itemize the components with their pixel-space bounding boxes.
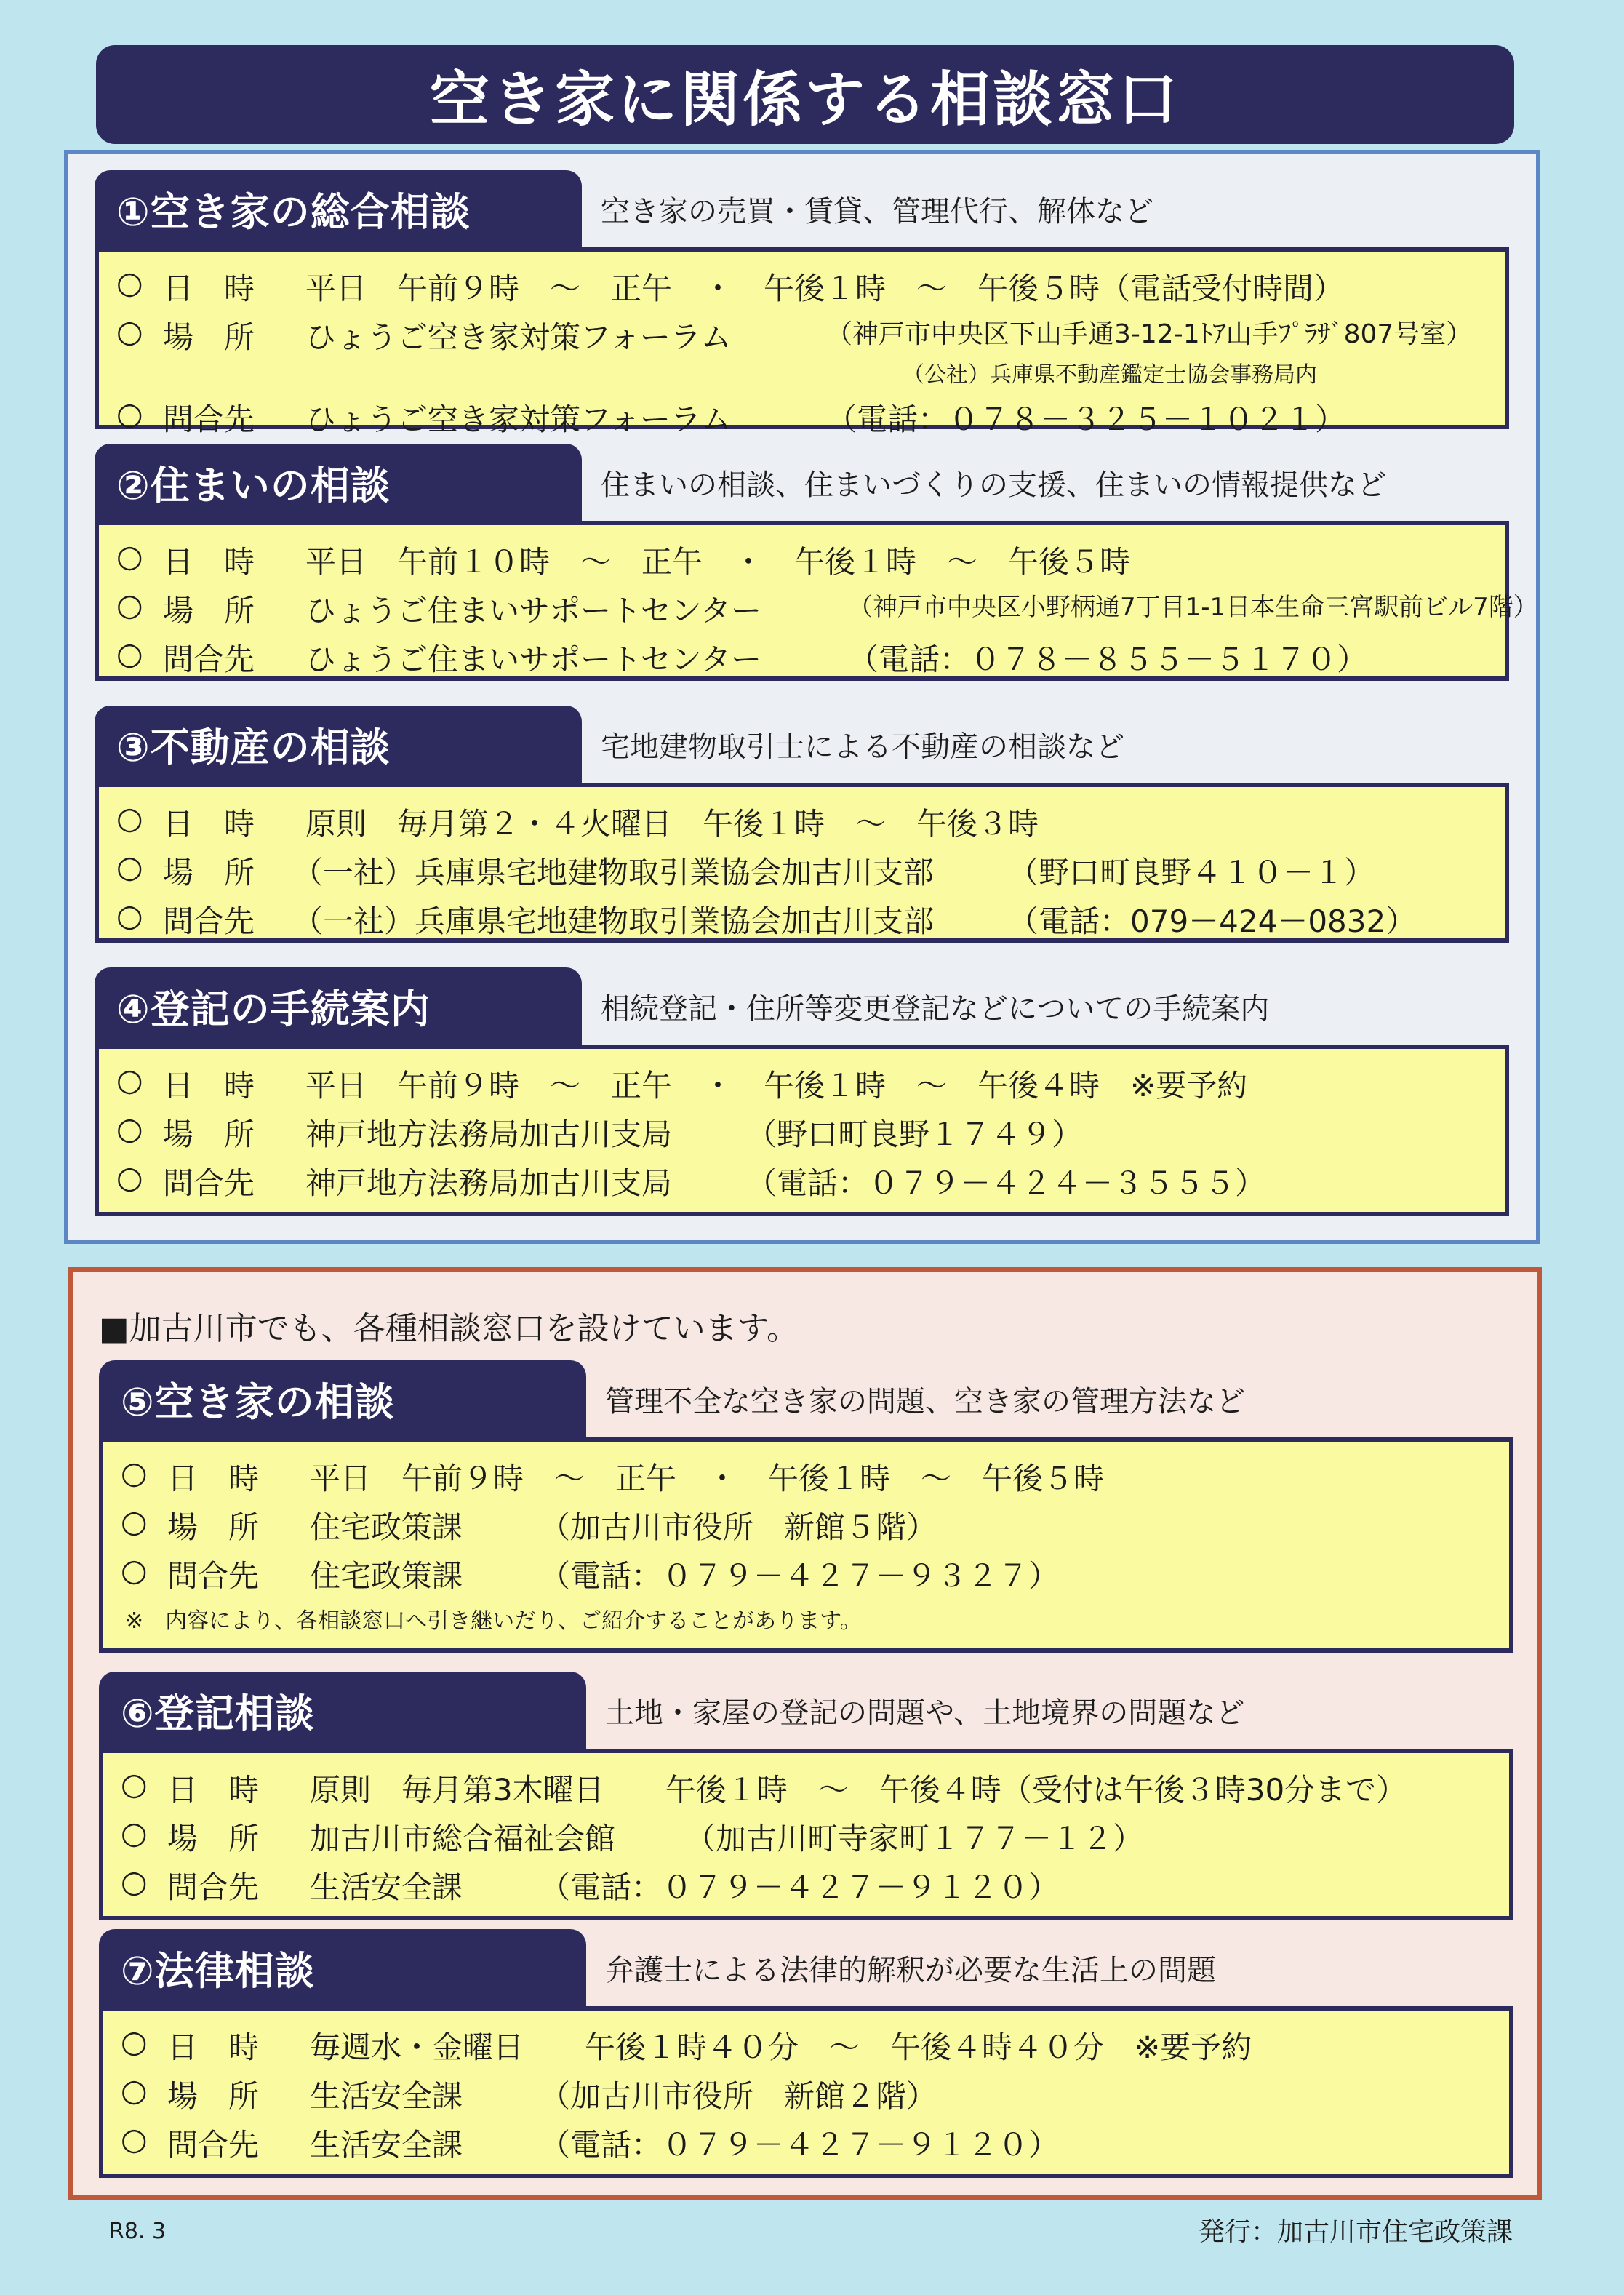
row-value: 住宅政策課 — [310, 1509, 463, 1545]
section-6-box — [99, 1749, 1513, 1920]
circle-icon: ○ — [121, 1455, 148, 1490]
section-3-tab — [95, 706, 582, 783]
issue-date: R8. 3 — [109, 2219, 167, 2244]
row-label: 日 時 — [163, 271, 255, 306]
row-label: 日 時 — [167, 1461, 260, 1496]
section-5 — [99, 1360, 1513, 1653]
circle-icon: ○ — [121, 1864, 148, 1899]
row-value: 原則 毎月第２・４火曜日 午後１時 ～ 午後３時 — [305, 806, 1039, 842]
row-place — [103, 1809, 1509, 1858]
row-label: 問合先 — [167, 2127, 260, 2163]
section-6-heading: ⑥登記相談 — [121, 1690, 315, 1736]
section-7 — [99, 1929, 1513, 2178]
row-extra: （電話：０７９－４２７－９１２０） — [540, 1869, 1060, 1905]
row-label: 場 所 — [163, 1117, 255, 1152]
publisher: 発行：加古川市住宅政策課 — [1199, 2217, 1513, 2247]
row-extra: （加古川市役所 新館５階） — [540, 1509, 937, 1545]
circle-icon: ○ — [121, 1815, 148, 1851]
circle-icon: ○ — [121, 2024, 148, 2059]
general-consultation-panel — [64, 150, 1540, 1244]
row-label: 場 所 — [163, 855, 255, 890]
row-value: 住宅政策課 — [310, 1558, 463, 1594]
circle-icon: ○ — [116, 1111, 143, 1146]
row-contact — [99, 892, 1505, 941]
section-5-description: 管理不全な空き家の問題、空き家の管理方法など — [605, 1384, 1245, 1418]
row-place — [103, 2067, 1509, 2115]
row-value: 生活安全課 — [310, 2078, 463, 2114]
section-6 — [99, 1672, 1513, 1920]
row-date — [99, 532, 1505, 581]
section-5-box — [99, 1437, 1513, 1653]
circle-icon: ○ — [116, 898, 143, 933]
section-2-description: 住まいの相談、住まいづくりの支援、住まいの情報提供など — [601, 468, 1386, 502]
row-extra: （電話：079－424－0832） — [1008, 903, 1417, 939]
circle-icon: ○ — [121, 1552, 148, 1588]
section-7-box — [99, 2006, 1513, 2178]
circle-icon: ○ — [121, 2121, 148, 2157]
circle-icon: ○ — [121, 2072, 148, 2108]
circle-icon: ○ — [116, 314, 143, 349]
row-value: （一社）兵庫県宅地建物取引業協会加古川支部 — [292, 903, 935, 939]
row-value: 神戸地方法務局加古川支局 — [305, 1165, 673, 1201]
section-3-heading: ③不動産の相談 — [116, 724, 391, 770]
circle-icon: ○ — [116, 538, 143, 574]
row-label: 場 所 — [167, 1821, 260, 1856]
row-extra: （神戸市中央区下山手通3-12-1ﾄｱ山手ﾌﾟﾗｻﾞ807号室） — [826, 319, 1473, 349]
row-label: 場 所 — [167, 2078, 260, 2114]
row-value: ひょうご空き家対策フォーラム — [305, 402, 732, 437]
row-value: 加古川市総合福祉会館 — [310, 1821, 616, 1856]
section-4-heading: ④登記の手続案内 — [116, 986, 431, 1032]
row-date — [103, 1760, 1509, 1809]
row-extra: （加古川市役所 新館２階） — [540, 2078, 937, 2114]
row-label: 場 所 — [167, 1509, 260, 1545]
section-3-box — [95, 783, 1509, 943]
title-banner — [96, 45, 1514, 144]
row-extra: （電話：０７９－４２７－９３２７） — [540, 1558, 1060, 1594]
section-3 — [95, 706, 1509, 943]
section-6-description: 土地・家屋の登記の問題や、土地境界の問題など — [605, 1696, 1245, 1730]
circle-icon: ○ — [116, 636, 143, 671]
row-date — [103, 1449, 1509, 1498]
row-contact — [103, 1546, 1509, 1595]
row-label: 日 時 — [163, 544, 255, 580]
section-1-tab — [95, 170, 582, 247]
row-label: 問合先 — [163, 1165, 255, 1201]
row-value: （一社）兵庫県宅地建物取引業協会加古川支部 — [292, 855, 935, 890]
circle-icon: ○ — [116, 849, 143, 885]
section-7-heading: ⑦法律相談 — [121, 1947, 315, 1994]
section-1-heading: ①空き家の総合相談 — [116, 188, 471, 235]
row-date — [103, 2018, 1509, 2067]
row-place — [99, 843, 1505, 892]
row-label: 日 時 — [163, 1068, 255, 1103]
city-consultation-panel — [68, 1267, 1542, 2200]
row-label: 場 所 — [163, 593, 255, 628]
section-1-box — [95, 247, 1509, 437]
section-4 — [95, 967, 1509, 1216]
row-extra: （電話：０７８－８５５－５１７０） — [848, 642, 1368, 677]
row-value: 生活安全課 — [310, 1869, 463, 1905]
row-extra: （野口町良野４１０－１） — [1008, 855, 1375, 890]
section-3-description: 宅地建物取引士による不動産の相談など — [601, 730, 1124, 764]
section-7-description: 弁護士による法律的解釈が必要な生活上の問題 — [605, 1953, 1216, 1987]
row-label: 日 時 — [163, 806, 255, 842]
row-extra: （電話：０７９－４２４－３５５５） — [746, 1165, 1266, 1201]
row-label: 問合先 — [167, 1869, 260, 1905]
row-contact — [103, 2115, 1509, 2164]
section-2-tab — [95, 444, 582, 521]
circle-icon: ○ — [116, 1062, 143, 1098]
section-4-description: 相続登記・住所等変更登記などについての手続案内 — [601, 991, 1270, 1026]
section-2 — [95, 444, 1538, 681]
section-2-box — [95, 521, 1538, 681]
row-value: ひょうご住まいサポートセンター — [305, 593, 762, 628]
row-label: 問合先 — [163, 903, 255, 939]
row-contact — [99, 390, 1505, 439]
row-date — [99, 1056, 1505, 1105]
row-extra: （野口町良野１７４９） — [746, 1117, 1083, 1152]
circle-icon: ○ — [116, 587, 143, 623]
row-extra: （電話：０７９－４２７－９１２０） — [540, 2127, 1060, 2163]
row-date — [99, 259, 1505, 308]
row-extra: （加古川町寺家町１７７－１２） — [685, 1821, 1144, 1856]
section-1 — [95, 170, 1509, 437]
row-label: 問合先 — [167, 1558, 260, 1594]
row-value: 平日 午前９時 ～ 正午 ・ 午後１時 ～ 午後５時 — [310, 1461, 1105, 1496]
row-value: 毎週水・金曜日 午後１時４０分 ～ 午後４時４０分 ※要予約 — [310, 2029, 1252, 2065]
row-place — [103, 1498, 1509, 1546]
row-value: 平日 午前９時 ～ 正午 ・ 午後１時 ～ 午後５時（電話受付時間） — [305, 271, 1345, 306]
row-contact — [99, 1154, 1505, 1202]
row-value: ひょうご住まいサポートセンター — [305, 642, 762, 677]
row-value: 神戸地方法務局加古川支局 — [305, 1117, 673, 1152]
row-extra: （電話：０７８－３２５－１０２１） — [826, 402, 1346, 437]
circle-icon: ○ — [116, 1160, 143, 1195]
section-6-tab — [99, 1672, 586, 1749]
row-contact — [103, 1858, 1509, 1907]
row-label: 場 所 — [163, 319, 255, 355]
circle-icon: ○ — [116, 396, 143, 431]
section-4-box — [95, 1045, 1509, 1216]
row-place — [99, 581, 1538, 630]
page-title: 空き家に関係する相談窓口 — [429, 65, 1180, 135]
row-note — [103, 1595, 1509, 1635]
section-4-tab — [95, 967, 582, 1045]
row-extra: （神戸市中央区小野柄通7丁目1-1日本生命三宮駅前ビル7階） — [848, 593, 1538, 622]
row-label: 問合先 — [163, 402, 255, 437]
section-1-description: 空き家の売買・賃貸、管理代行、解体など — [601, 194, 1153, 228]
row-value: 平日 午前９時 ～ 正午 ・ 午後１時 ～ 午後４時 ※要予約 — [305, 1068, 1248, 1103]
section-2-heading: ②住まいの相談 — [116, 462, 391, 508]
row-label: 日 時 — [167, 2029, 260, 2065]
circle-icon: ○ — [116, 265, 143, 300]
sub-note: （公社）兵庫県不動産鑑定士協会事務局内 — [903, 362, 1317, 388]
row-date — [99, 794, 1505, 843]
row-contact — [99, 630, 1505, 679]
row-place — [99, 1105, 1505, 1154]
row-label: 日 時 — [167, 1772, 260, 1808]
circle-icon: ○ — [121, 1504, 148, 1539]
section-5-heading: ⑤空き家の相談 — [121, 1378, 395, 1425]
section-5-tab — [99, 1360, 586, 1437]
row-value: 生活安全課 — [310, 2127, 463, 2163]
row-value: 平日 午前１０時 ～ 正午 ・ 午後１時 ～ 午後５時 — [305, 544, 1131, 580]
circle-icon: ○ — [121, 1766, 148, 1802]
circle-icon: ○ — [116, 800, 143, 836]
city-intro: ■加古川市でも、各種相談窓口を設けています。 — [99, 1310, 799, 1347]
section-7-tab — [99, 1929, 586, 2006]
referral-note: ※ 内容により、各相談窓口へ引き継いだり、ご紹介することがあります。 — [125, 1608, 862, 1634]
row-sub — [99, 356, 1505, 390]
row-place — [99, 308, 1505, 356]
row-label: 問合先 — [163, 642, 255, 677]
row-value: ひょうご空き家対策フォーラム — [305, 319, 732, 355]
row-value: 原則 毎月第3木曜日 午後１時 ～ 午後４時（受付は午後３時30分まで） — [310, 1772, 1407, 1808]
